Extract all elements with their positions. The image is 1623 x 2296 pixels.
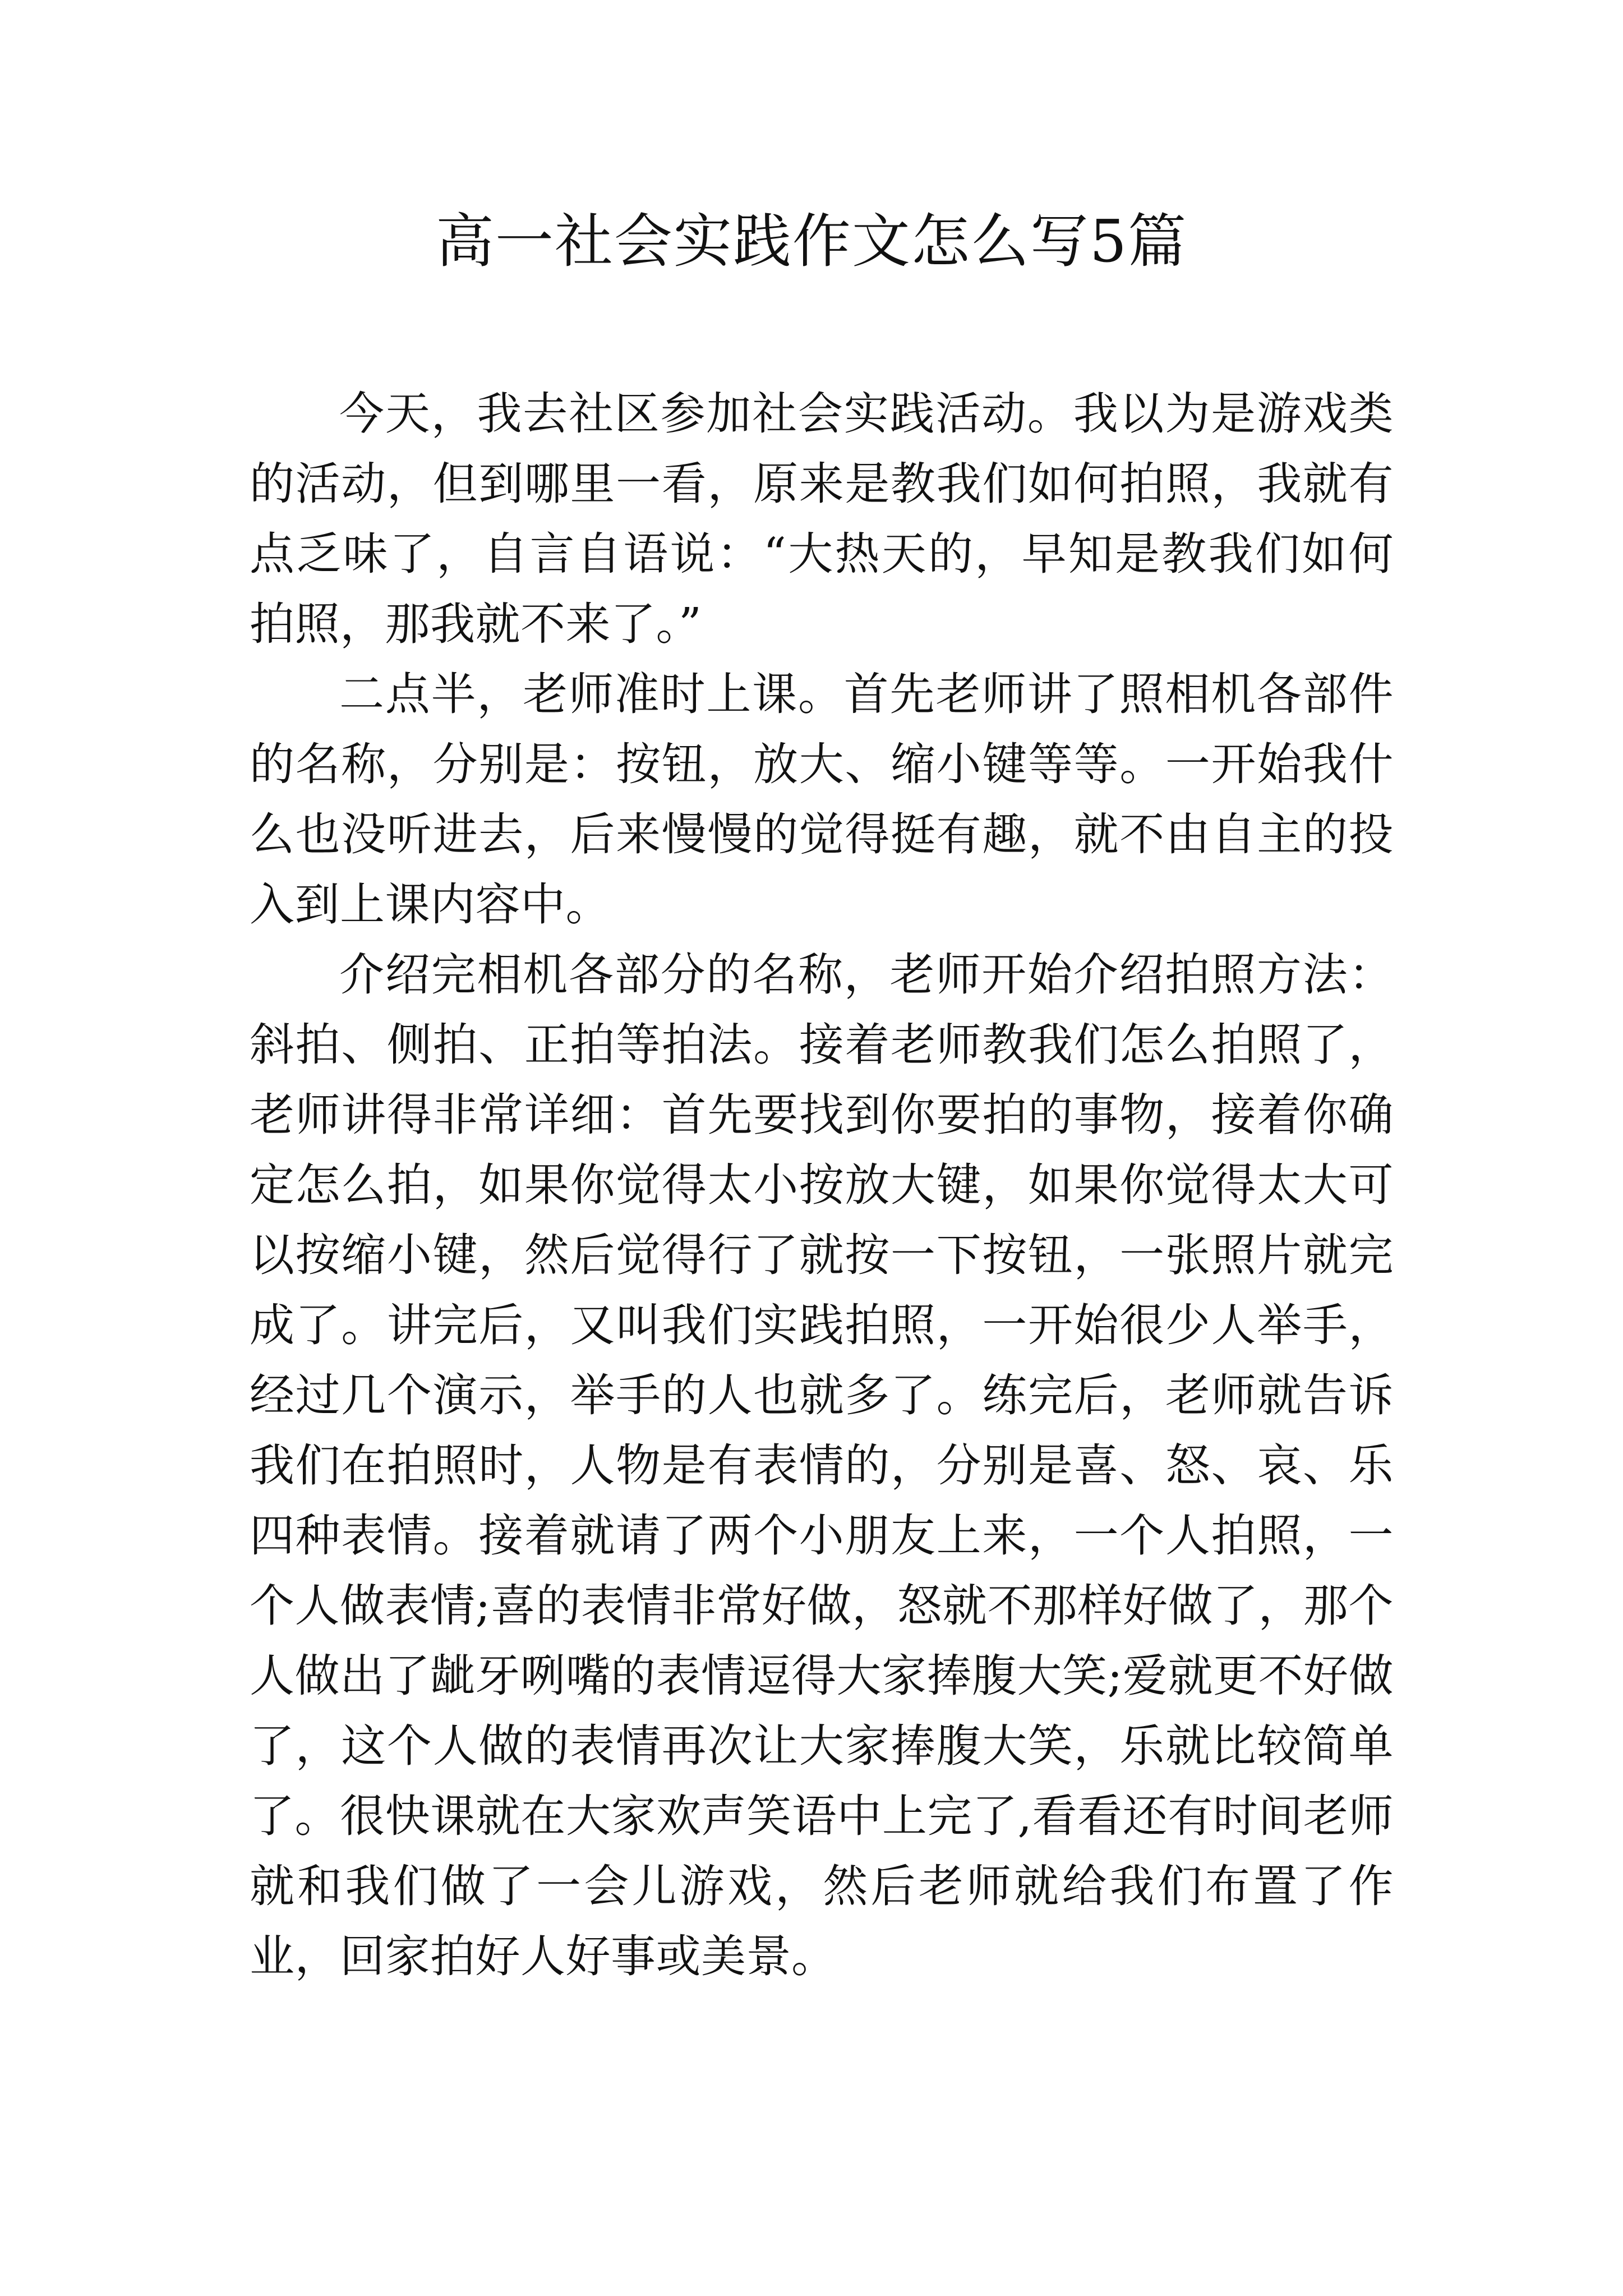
paragraph-1: 今天，我去社区参加社会实践活动。我以为是游戏类的活动，但到哪里一看，原来是教我们如何拍照，我就有点乏味了，自言自语说：“大热天的，早知是教我们如何拍照，那我就不来了。” xyxy=(250,388,1394,650)
paragraph-3: 介绍完相机各部分的名称，老师开始介绍拍照方法：斜拍、侧拍、正拍等拍法。接着老师教我们怎么拍照了，老师讲得非常详细：首先要找到你要拍的事物，接着你确定怎么拍，如果你觉得太小按放大键，如果你觉得太大可以按缩小键，然后觉得行了就按一下按钮，一张照片就完成了。讲完后，又叫我们实践拍照，一开始很少人举手，经过几个演示，举手的人也就多了。练完后，老师就告诉我们在拍照时，人物是有表情的，分别是喜、怒、哀、乐四种表情。接着就请了两个小朋友上来，一个人拍照，一个人做表情;喜的表情非常好做，怒就不那样好做了，那个人做出了龇牙咧嘴的表情逗得大家捧腹大笑;爱就更不好做了，这个人做的表情再次让大家捧腹大笑，乐就比较简单了。很快课就在大家欢声笑语中上完了,看看还有时间老师就和我们做了一会儿游戏，然后老师就给我们布置了作业，回家拍好人好事或美景。 xyxy=(250,949,1394,1982)
document-title: 高一社会实践作文怎么写5篇 xyxy=(435,207,1188,275)
paragraph-2: 二点半，老师准时上课。首先老师讲了照相机各部件的名称，分别是：按钮，放大、缩小键等等。一开始我什么也没听进去，后来慢慢的觉得挺有趣，就不由自主的投入到上课内容中。 xyxy=(250,668,1394,931)
document-body xyxy=(250,379,1394,1991)
